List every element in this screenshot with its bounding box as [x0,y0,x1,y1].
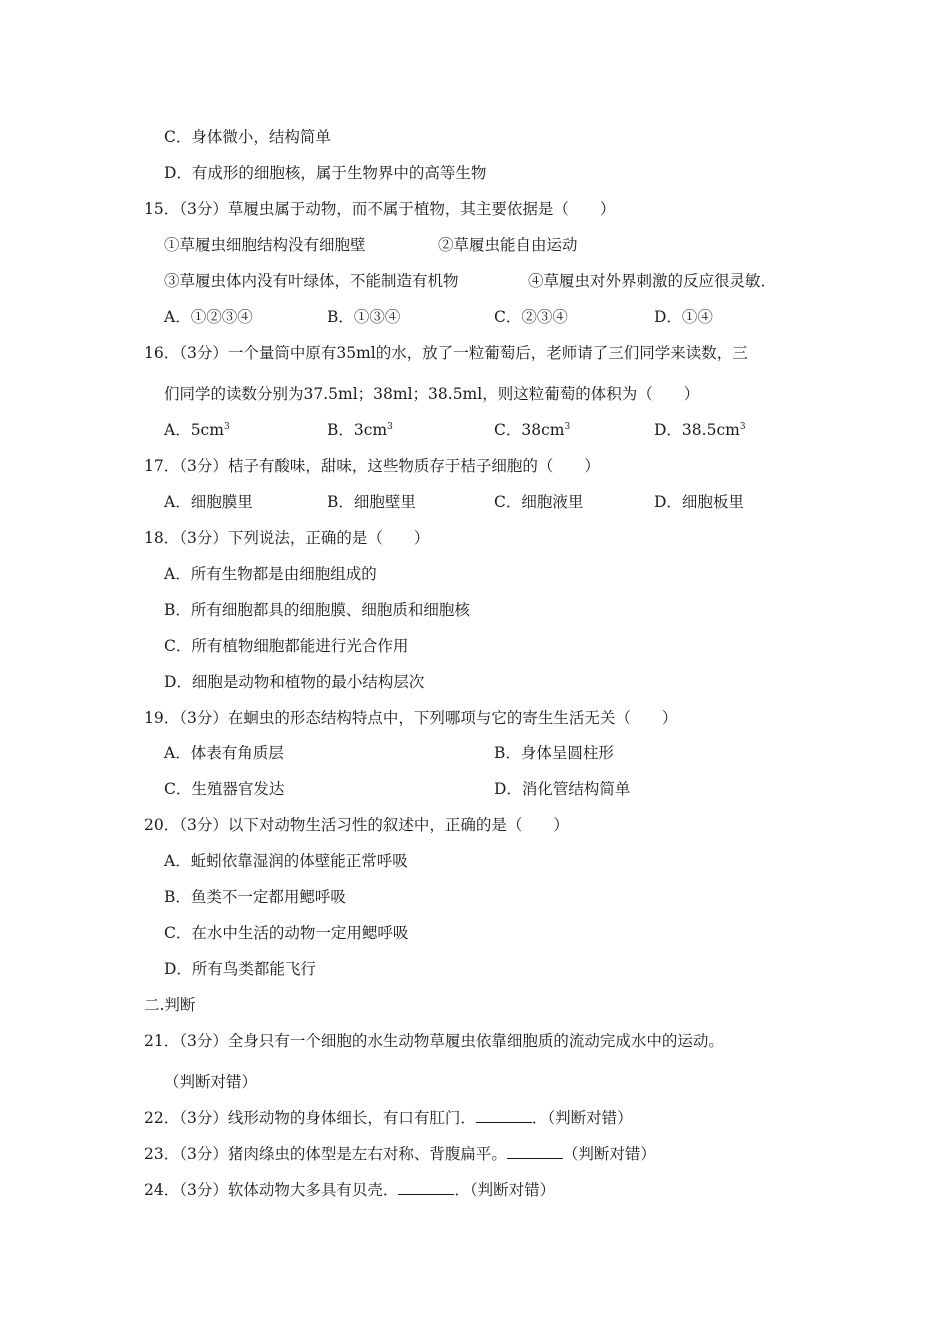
q21-stem-line2: （判断对错） [164,1073,258,1091]
q15-statement-4: ④草履虫对外界刺激的反应很灵敏． [528,272,777,290]
q19-stem: 19．（3分）在蛔虫的形态结构特点中，下列哪项与它的寄生生活无关（ ） [144,709,678,727]
q16-stem-line2: 们同学的读数分别为37.5ml；38ml；38.5ml，则这粒葡萄的体积为（ ） [164,385,700,403]
q24-stem: 24．（3分）软体动物大多具有贝壳． ．（判断对错） [144,1181,556,1199]
answer-blank[interactable] [398,1180,454,1195]
q17-option-d: D．细胞板里 [654,493,744,511]
q14-option-d: D．有成形的细胞核，属于生物界中的高等生物 [164,164,487,182]
q23-stem: 23．（3分）猪肉绦虫的体型是左右对称、背腹扁平。 （判断对错） [144,1145,656,1163]
q20-option-d: D．所有鸟类都能飞行 [164,960,316,978]
q17-option-b: B．细胞壁里 [327,493,416,511]
cubic-superscript: 3 [387,422,393,432]
q17-option-c: C．细胞液里 [494,493,584,511]
q15-option-b: B．①③④ [327,308,401,326]
q18-option-c: C．所有植物细胞都能进行光合作用 [164,637,409,655]
q18-option-a: A．所有生物都是由细胞组成的 [164,565,377,583]
q15-option-d: D．①④ [654,308,713,326]
q20-option-c: C．在水中生活的动物一定用鳃呼吸 [164,924,409,942]
q19-option-a: A．体表有角质层 [164,744,284,762]
q19-option-c: C．生殖器官发达 [164,780,285,798]
q17-stem: 17．（3分）桔子有酸味，甜味，这些物质存于桔子细胞的（ ） [144,457,600,475]
q15-option-c: C．②③④ [494,308,568,326]
q19-option-d: D．消化管结构简单 [494,780,631,798]
q21-stem-line1: 21．（3分）全身只有一个细胞的水生动物草履虫依靠细胞质的流动完成水中的运动。 [144,1032,724,1050]
q16-option-b: B．$3cm^3$ [327,421,393,439]
q15-stem: 15．（3分）草履虫属于动物，而不属于植物，其主要依据是（ ） [144,200,616,218]
q18-option-b: B．所有细胞都具的细胞膜、细胞质和细胞核 [164,601,470,619]
q16-option-a: A．$5cm^3$ [164,421,230,439]
q18-option-d: D．细胞是动物和植物的最小结构层次 [164,673,425,691]
q15-statement-2: ②草履虫能自由运动 [438,236,578,254]
q20-option-a: A．蚯蚓依靠湿润的体壁能正常呼吸 [164,852,408,870]
section-heading-judgement: 二.判断 [144,996,196,1014]
answer-blank[interactable] [476,1108,532,1123]
q22-stem: 22．（3分）线形动物的身体细长，有口有肛门． ．（判断对错） [144,1109,633,1127]
q16-option-d: D．$38.5cm^3$ [654,421,746,439]
cubic-superscript: 3 [564,422,571,432]
q17-option-a: A．细胞膜里 [164,493,253,511]
q15-option-a: A．①②③④ [164,308,253,326]
q14-option-c: C．身体微小，结构简单 [164,128,331,146]
q16-stem-line1: 16．（3分）一个量筒中原有35ml的水，放了一粒葡萄后，老师请了三们同学来读数，三 [144,344,748,362]
q18-stem: 18．（3分）下列说法，正确的是（ ） [144,529,430,547]
cubic-superscript: 3 [223,422,230,432]
q19-option-b: B．身体呈圆柱形 [494,744,614,762]
q20-option-b: B．鱼类不一定都用鳃呼吸 [164,888,346,906]
cubic-superscript: 3 [739,422,746,432]
q20-stem: 20．（3分）以下对动物生活习性的叙述中，正确的是（ ） [144,816,569,834]
q15-statement-1: ①草履虫细胞结构没有细胞壁 [164,236,366,254]
answer-blank[interactable] [507,1144,563,1159]
q15-statement-3: ③草履虫体内没有叶绿体，不能制造有机物 [164,272,459,290]
q16-option-c: C．$38cm^3$ [494,421,571,439]
